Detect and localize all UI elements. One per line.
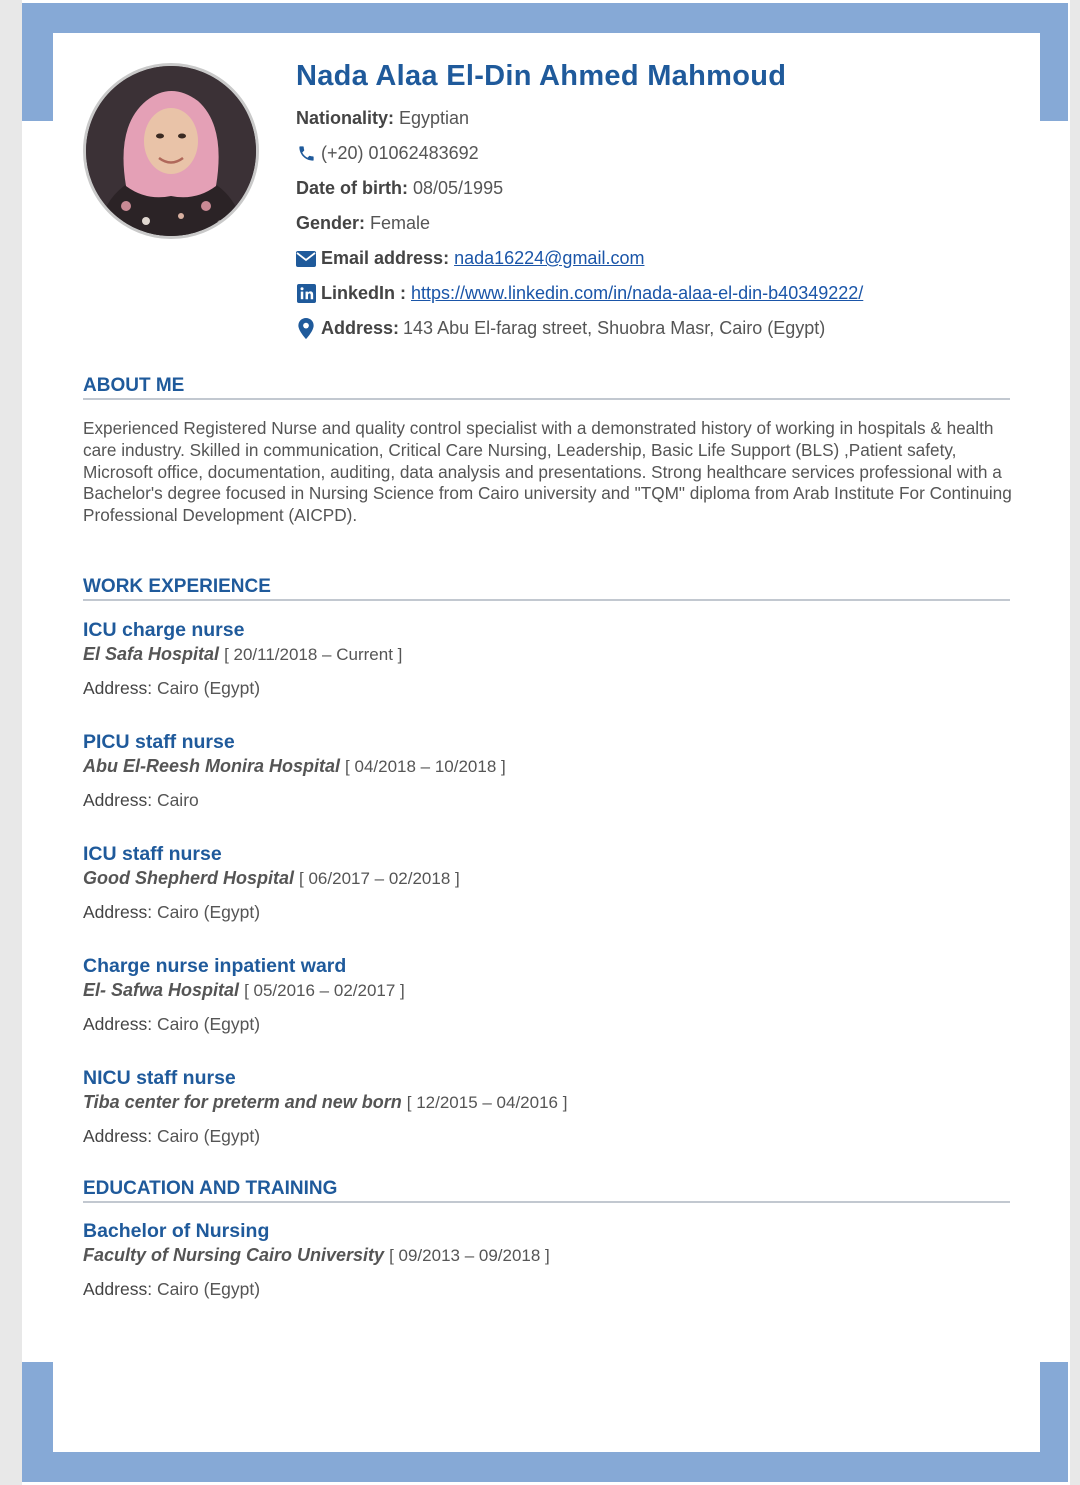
education-org-line <box>83 1245 550 1266</box>
candidate-name: Nada Alaa El-Din Ahmed Mahmoud <box>296 60 787 92</box>
phone-line <box>296 143 479 164</box>
job-address-value: Cairo (Egypt) <box>156 1014 261 1034</box>
job-title: Charge nurse inpatient ward <box>83 955 347 977</box>
gender-line <box>296 213 430 234</box>
email-label: Email address: <box>321 248 450 268</box>
section-title-education: EDUCATION AND TRAINING <box>83 1178 1010 1203</box>
job-dates: [ 06/2017 – 02/2018 ] <box>299 869 460 888</box>
nationality-value: Egyptian <box>399 108 470 128</box>
job-address-label: Address: <box>83 1014 153 1034</box>
nationality-label: Nationality: <box>296 108 395 128</box>
dob-line <box>296 178 503 199</box>
linkedin-line <box>296 283 863 304</box>
job-employer: El- Safwa Hospital <box>83 980 240 1000</box>
frame-corner-top-right <box>1040 3 1068 121</box>
job-address-line <box>83 790 199 811</box>
job-address-value: Cairo (Egypt) <box>156 678 261 698</box>
job-title: NICU staff nurse <box>83 1067 236 1089</box>
job-org-line <box>83 980 405 1001</box>
linkedin-label: LinkedIn : <box>321 283 406 303</box>
job-title: ICU charge nurse <box>83 619 245 641</box>
job-address-label: Address: <box>83 790 153 810</box>
profile-photo-illustration <box>86 66 256 236</box>
job-address-value: Cairo (Egypt) <box>156 1126 261 1146</box>
linkedin-link[interactable]: https://www.linkedin.com/in/nada-alaa-el-din-b40349222/ <box>411 283 864 303</box>
email-link[interactable]: nada16224@gmail.com <box>454 248 645 268</box>
frame-corner-top-left <box>22 3 53 121</box>
email-icon <box>296 249 316 269</box>
section-title-work: WORK EXPERIENCE <box>83 576 1010 601</box>
education-address-line <box>83 1279 260 1300</box>
job-address-line <box>83 1014 260 1035</box>
address-value: 143 Abu El-farag street, Shuobra Masr, Cairo (Egypt) <box>403 318 826 338</box>
job-address-value: Cairo <box>156 790 199 810</box>
education-dates: [ 09/2013 – 09/2018 ] <box>389 1246 550 1265</box>
linkedin-icon <box>296 284 316 304</box>
education-address-label: Address: <box>83 1279 153 1299</box>
job-dates: [ 12/2015 – 04/2016 ] <box>406 1093 568 1112</box>
job-address-value: Cairo (Egypt) <box>156 902 261 922</box>
location-pin-icon <box>296 319 316 339</box>
job-dates: [ 20/11/2018 – Current ] <box>224 645 403 664</box>
job-dates: [ 04/2018 – 10/2018 ] <box>345 757 506 776</box>
job-org-line <box>83 756 506 777</box>
phone-icon <box>296 144 316 164</box>
about-text: Experienced Registered Nurse and quality control specialist with a demonstrated history of working in hospitals & health care industry. Skilled in communication, Critical Care Nursing, Leadership, Basic Life Support (BLS) ,Patient safety, Microsoft office, documentation, auditing, data analysis and presentations. Strong healthcare services professional with a Bachelor's degree focused in Nursing Science from Cairo university and "TQM" diploma from Arab Institute For Continuing Professional Development (AICPD). <box>83 418 1012 526</box>
education-address-value: Cairo (Egypt) <box>156 1279 261 1299</box>
job-address-line <box>83 902 260 923</box>
education-title: Bachelor of Nursing <box>83 1220 270 1242</box>
job-address-label: Address: <box>83 1126 153 1146</box>
dob-label: Date of birth: <box>296 178 408 198</box>
phone-value: (+20) 01062483692 <box>321 143 479 163</box>
job-dates: [ 05/2016 – 02/2017 ] <box>244 981 405 1000</box>
education-institution: Faculty of Nursing Cairo University <box>83 1245 385 1265</box>
dob-value: 08/05/1995 <box>413 178 504 198</box>
job-employer: El Safa Hospital <box>83 644 220 664</box>
job-address-line <box>83 678 260 699</box>
job-org-line <box>83 1092 567 1113</box>
job-employer: Good Shepherd Hospital <box>83 868 295 888</box>
job-address-label: Address: <box>83 678 153 698</box>
email-line <box>296 248 644 269</box>
nationality-line <box>296 108 469 129</box>
job-title: PICU staff nurse <box>83 731 235 753</box>
gender-label: Gender: <box>296 213 366 233</box>
address-label: Address: <box>321 318 400 338</box>
section-title-about: ABOUT ME <box>83 375 1010 400</box>
job-title: ICU staff nurse <box>83 843 222 865</box>
profile-photo <box>83 63 259 239</box>
job-org-line <box>83 868 460 889</box>
job-address-label: Address: <box>83 902 153 922</box>
job-address-line <box>83 1126 260 1147</box>
gender-value: Female <box>370 213 431 233</box>
frame-top-bar <box>22 3 1068 33</box>
job-employer: Tiba center for preterm and new born <box>83 1092 402 1112</box>
job-org-line <box>83 644 402 665</box>
job-employer: Abu El-Reesh Monira Hospital <box>83 756 341 776</box>
frame-bottom-bar <box>22 1452 1068 1482</box>
address-line <box>296 318 825 339</box>
